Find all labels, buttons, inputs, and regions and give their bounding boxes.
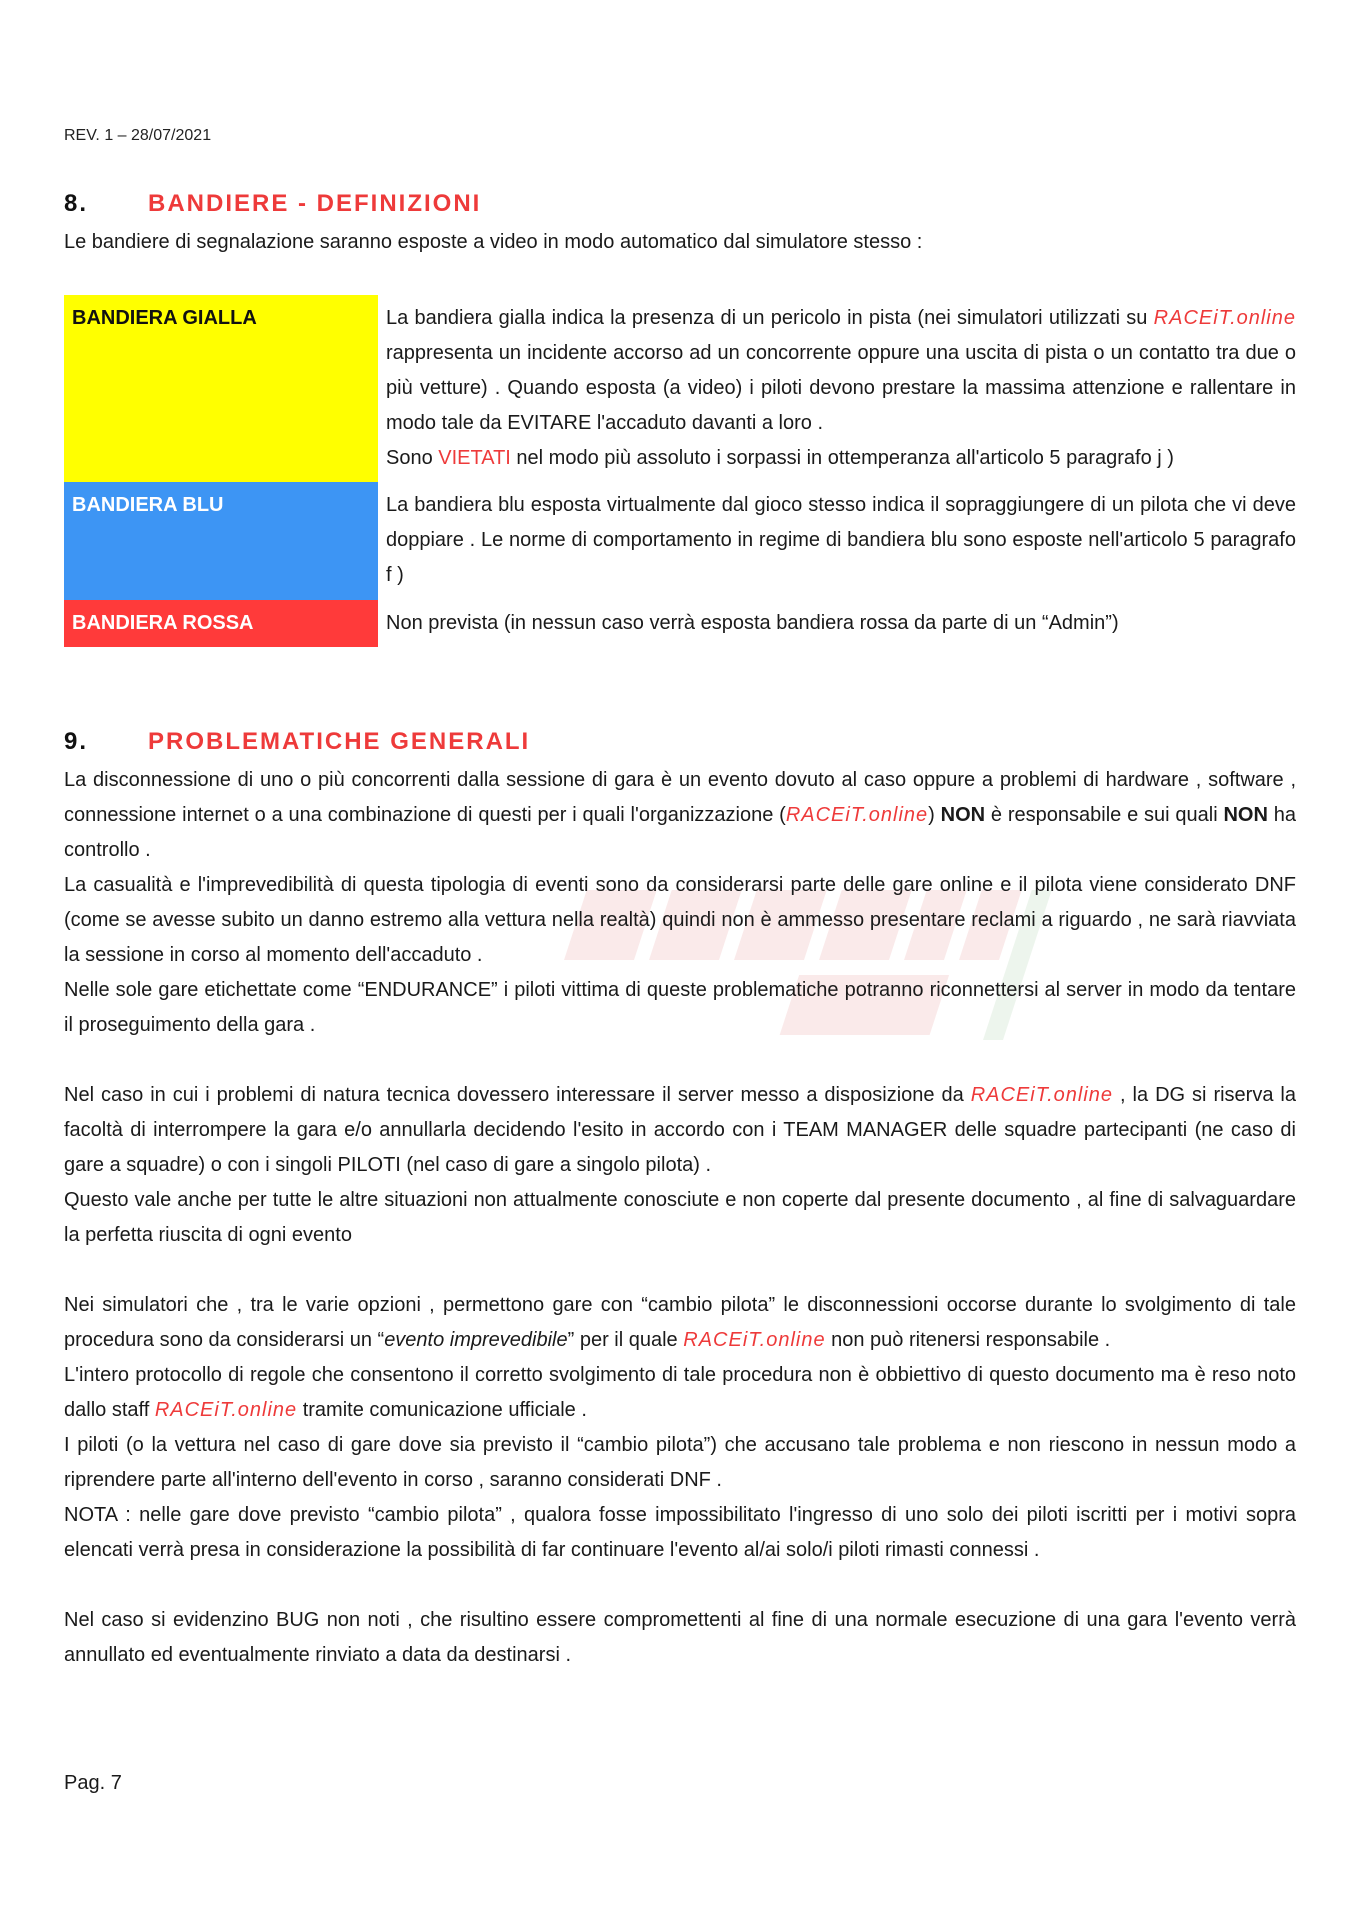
text: La disconnessione di uno o più concorrenti dalla sessione di gara è un evento dovuto al caso oppure a problemi di hardware , software , connessione internet o a una combinazione di questi per i quali l'organizzazione ( bbox=[64, 769, 1296, 826]
section-9-paragraph-7 bbox=[64, 1358, 1296, 1428]
emphasis: NON bbox=[940, 804, 986, 826]
brand-name: RACEiT.online bbox=[785, 804, 929, 826]
section-8-intro: Le bandiere di segnalazione saranno esposte a video in modo automatico dal simulatore stesso : bbox=[64, 231, 923, 253]
section-9-heading bbox=[64, 728, 530, 756]
brand-name: RACEiT.online bbox=[970, 1084, 1114, 1106]
brand-name: RACEiT.online bbox=[154, 1399, 298, 1421]
text: , la DG si riserva la facoltà di interrompere la gara e/o annullarla decidendo l'esito in accordo con i TEAM MANAGER delle squadre partecipanti (ne caso di gare a squadre) o con i singoli PILOTI (nel caso di gare a singolo pilota) . bbox=[64, 1084, 1297, 1176]
text: tramite comunicazione ufficiale . bbox=[297, 1399, 587, 1421]
page-number: Pag. 7 bbox=[64, 1772, 122, 1794]
flag-desc-blue: La bandiera blu esposta virtualmente dal gioco stesso indica il sopraggiungere di un pilota che vi deve doppiare . Le norme di comportamento in regime di bandiera blu sono esposte nell'articolo 5 paragrafo f ) bbox=[386, 494, 1296, 586]
section-8-heading bbox=[64, 190, 481, 218]
section-9-paragraph-2: La casualità e l'imprevedibilità di questa tipologia di eventi sono da considerarsi parte delle gare online e il pilota viene considerato DNF (come se avesse subito un danno estremo alla vettura nella realtà) quindi non è ammesso presentare reclami a riguardo , ne sarà riavviata la sessione in corso al momento dell'accaduto . bbox=[64, 874, 1296, 966]
flag-row-red bbox=[64, 600, 1296, 647]
flag-desc-text: rappresenta un incidente accorso ad un concorrente oppure una uscita di pista o un contatto tra due o più vetture) . Quando esposta (a video) i piloti devono prestare la massima attenzione e rallentare in modo tale da EVITARE l'accaduto davanti a loro . bbox=[386, 342, 1296, 434]
text: ” per il quale bbox=[567, 1329, 684, 1351]
text: Nei simulatori che , tra le varie opzioni , permettono gare con “cambio pilota” le disconnessioni occorse durante lo svolgimento di tale procedura sono da considerarsi un “ bbox=[64, 1294, 1296, 1351]
flag-label-red: BANDIERA ROSSA bbox=[64, 600, 378, 647]
flag-desc-text: La bandiera gialla indica la presenza di un pericolo in pista (nei simulatori utilizzati su bbox=[386, 307, 1154, 329]
text: ) bbox=[928, 804, 941, 826]
flag-label-yellow: BANDIERA GIALLA bbox=[64, 295, 378, 482]
section-9-paragraph-8: I piloti (o la vettura nel caso di gare dove sia previsto il “cambio pilota”) che accusano tale problema e non riescono in nessun modo a riprendere parte all'interno dell'evento in corso , saranno considerati DNF . bbox=[64, 1434, 1296, 1491]
flags-table bbox=[64, 295, 1296, 647]
brand-name: RACEiT.online bbox=[1153, 307, 1296, 329]
section-number: 8. bbox=[64, 190, 89, 217]
text: è responsabile e sui quali bbox=[985, 804, 1224, 826]
section-9-paragraph-4 bbox=[64, 1078, 1296, 1183]
flag-desc-red: Non prevista (in nessun caso verrà esposta bandiera rossa da parte di un “Admin”) bbox=[386, 612, 1119, 634]
emphasis: NON bbox=[1223, 804, 1268, 826]
flag-desc-yellow bbox=[378, 295, 1296, 482]
text: Nel caso in cui i problemi di natura tecnica dovessero interessare il server messo a disposizione da bbox=[64, 1084, 971, 1106]
section-9-paragraph-9: NOTA : nelle gare dove previsto “cambio pilota” , qualora fosse impossibilitato l'ingresso di uno solo dei piloti iscritti per i motivi sopra elencati verrà presa in considerazione la possibilità di far continuare l'evento al/ai solo/i piloti rimasti connessi . bbox=[64, 1504, 1296, 1561]
text: ha controllo . bbox=[64, 804, 1296, 861]
brand-name: RACEiT.online bbox=[683, 1329, 826, 1351]
section-9-paragraph-10: Nel caso si evidenzino BUG non noti , che risultino essere compromettenti al fine di una normale esecuzione di una gara l'evento verrà annullato ed eventualmente rinviato a data da destinarsi . bbox=[64, 1609, 1296, 1666]
forbidden-word: VIETATI bbox=[438, 447, 511, 469]
flag-row-yellow bbox=[64, 295, 1296, 482]
flag-desc-text: nel modo più assoluto i sorpassi in ottemperanza all'articolo 5 paragrafo j ) bbox=[510, 447, 1174, 469]
section-title: BANDIERE - DEFINIZIONI bbox=[148, 190, 482, 217]
text: L'intero protocollo di regole che consentono il corretto svolgimento di tale procedura non è obbiettivo di questo documento ma è reso noto dallo staff bbox=[64, 1364, 1296, 1421]
section-number: 9. bbox=[64, 728, 89, 755]
section-9-paragraph-5: Questo vale anche per tutte le altre situazioni non attualmente conosciute e non coperte dal presente documento , al fine di salvaguardare la perfetta riuscita di ogni evento bbox=[64, 1189, 1296, 1246]
section-9-paragraph-3: Nelle sole gare etichettate come “ENDURANCE” i piloti vittima di queste problematiche potranno riconnettersi al server in modo da tentare il proseguimento della gara . bbox=[64, 979, 1296, 1036]
flag-desc-text: Sono bbox=[386, 447, 439, 469]
section-title: PROBLEMATICHE GENERALI bbox=[148, 728, 531, 755]
text: non può ritenersi responsabile . bbox=[825, 1329, 1111, 1351]
section-9-paragraph-1 bbox=[64, 763, 1296, 868]
revision-label: REV. 1 – 28/07/2021 bbox=[64, 127, 212, 144]
flag-row-blue bbox=[64, 482, 1296, 600]
flag-label-blue: BANDIERA BLU bbox=[64, 482, 378, 600]
section-9-paragraph-6 bbox=[64, 1288, 1296, 1358]
italic-text: evento imprevedibile bbox=[384, 1329, 568, 1351]
